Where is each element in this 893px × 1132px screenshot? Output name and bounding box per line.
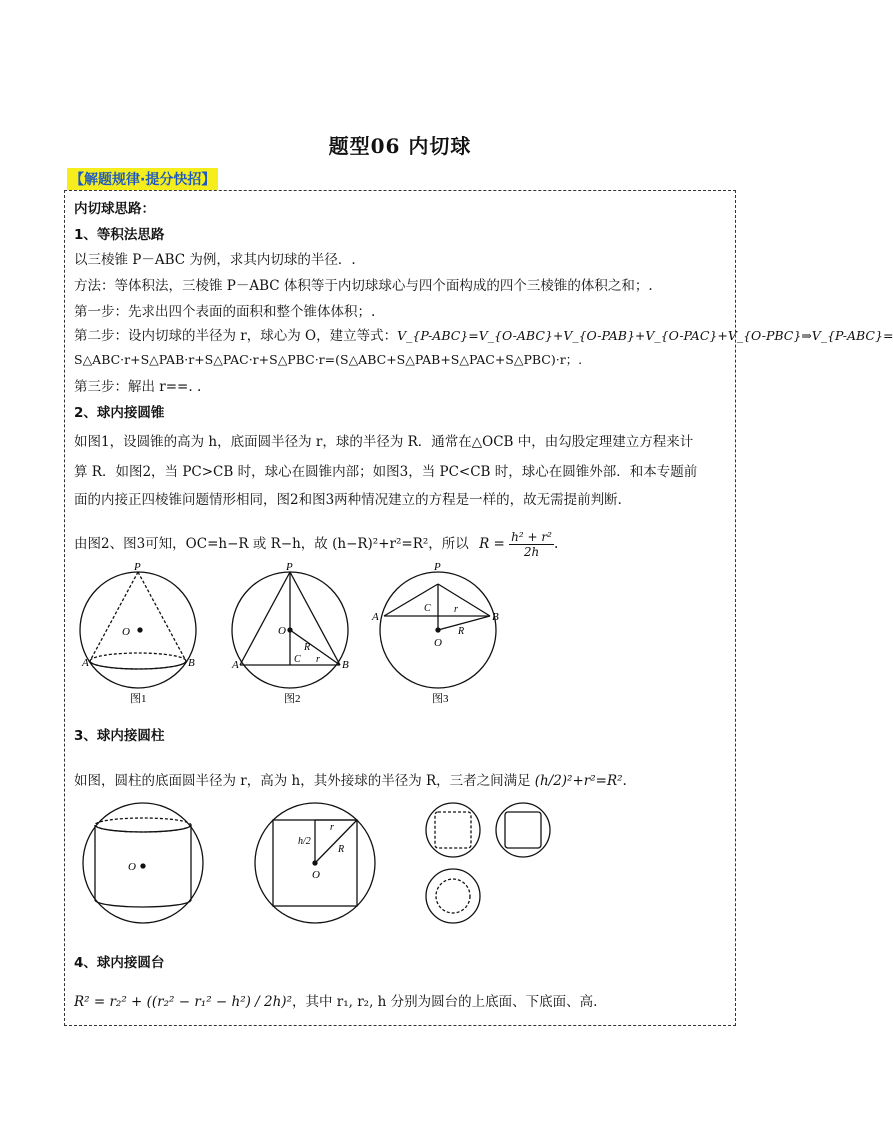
figure-1 [80, 572, 196, 688]
cyl-b-label-h2: h/2 [298, 836, 311, 847]
s2-para4-text: 由图2、图3可知，OC=h−R 或 R−h，故 (h−R)²+r²=R²，所以 [74, 536, 469, 552]
fig2-caption: 图2 [284, 693, 301, 705]
cyl-b-label-R: R [338, 844, 345, 855]
cylinder-fig-b [255, 803, 375, 923]
fig2-label-r: r [316, 654, 320, 665]
cylinder-figures [80, 800, 580, 932]
figure-2 [232, 572, 348, 688]
s1-line2: 方法：等体积法，三棱锥 P－ABC 体积等于内切球球心与四个面构成的四个三棱锥的体积之和；. [74, 278, 653, 294]
s1-line1: 以三棱锥 P－ABC 为例，求其内切球的半径．. [74, 252, 356, 268]
fig3-label-a: A [372, 611, 379, 623]
s2-para1: 如图1，设圆锥的高为 h，底面圆半径为 r，球的半径为 R．通常在△OCB 中，由勾股定理建立方程来计 [74, 434, 694, 450]
s4-para1 [74, 990, 597, 1010]
fig2-label-a: A [232, 659, 239, 671]
s2-para4: 由图2、图3可知，OC=h−R 或 R−h，故 (h−R)²+r²=R²，所以 R = $\frac{\text{h² + r²}}{2h}$ . [74, 530, 559, 559]
fig2-label-o: O [278, 625, 286, 637]
fig3-caption: 图3 [432, 693, 449, 705]
s4-title: 4、球内接圆台 [74, 955, 165, 971]
cyl-b-label-r: r [330, 822, 334, 833]
s2-para2: 算 R．如图2，当 PC>CB 时，球心在圆锥内部；如图3，当 PC<CB 时，球心在圆锥外部．和本专题前 [74, 464, 698, 480]
fig3-label-o: O [434, 637, 442, 649]
fig3-label-b: B [492, 611, 499, 623]
s1-line4-text: 第二步：设内切球的半径为 r，球心为 O，建立等式： [74, 328, 398, 344]
s1-line6: 第三步：解出 r==. . [74, 379, 202, 395]
figure-3 [380, 572, 496, 688]
cyl-a-label-o: O [128, 861, 136, 873]
fig2-label-c: C [294, 654, 301, 665]
fig1-caption: 图1 [130, 693, 147, 705]
cyl-b-label-o: O [312, 869, 320, 881]
s3-para1: 如图，圆柱的底面圆半径为 r，高为 h，其外接球的半径为 R，三者之间满足 (h/2)²+r²=R². [74, 773, 627, 789]
fig1-label-p: P [134, 561, 141, 573]
s2-title: 2、球内接圆锥 [74, 405, 165, 421]
r-formula-den: 2h [523, 545, 540, 559]
fig3-label-r: r [454, 604, 458, 615]
s3-formula: (h/2)²+r²=R² [534, 773, 623, 789]
s4-para1-text: ，其中 r₁, r₂, h 分别为圆台的上底面、下底面、高. [291, 994, 598, 1010]
fig3-label-R: R [458, 626, 465, 637]
fig1-label-b: B [188, 657, 195, 669]
fig1-label-o: O [122, 626, 130, 638]
s3-para1-text: 如图，圆柱的底面圆半径为 r，高为 h，其外接球的半径为 R，三者之间满足 [74, 773, 531, 789]
fig1-label-a: A [82, 657, 89, 669]
fig3-label-p: P [434, 561, 441, 573]
s3-title: 3、球内接圆柱 [74, 728, 165, 744]
s1-line4 [74, 324, 893, 344]
s1-line4-formula: V_{P-ABC}=V_{O-ABC}+V_{O-PAB}+V_{O-PAC}+V_{O-PBC}⇒V_{P-ABC}= [397, 328, 893, 343]
fig2-label-p: P [286, 561, 293, 573]
r-formula-num: h² + r² [511, 530, 552, 544]
cone-figures [80, 562, 510, 707]
fig2-label-b: B [342, 659, 349, 671]
section-tag: 【解题规律·提分快招】 [67, 168, 218, 190]
s1-line3: 第一步：先求出四个表面的面积和整个锥体体积；. [74, 304, 376, 320]
s4-formula: R² = r₂² + ((r₂² − r₁² − h²) / 2h)² [74, 994, 292, 1010]
s1-line5: S△ABC·r+S△PAB·r+S△PAC·r+S△PBC·r=(S△ABC+S△PAB+S△PAC+S△PBC)·r；. [74, 352, 583, 367]
fig2-label-R: R [304, 642, 311, 653]
cylinder-fig-c [426, 803, 550, 923]
page-title: 题型06 内切球 [328, 134, 472, 158]
s1-title: 1、等积法思路 [74, 227, 165, 243]
cylinder-fig-a [83, 803, 203, 923]
fig3-label-c: C [424, 603, 431, 614]
heading: 内切球思路： [74, 201, 155, 217]
r-formula-fraction [509, 530, 554, 559]
s2-para3: 面的内接正四棱锥问题情形相同，图2和图3两种情况建立的方程是一样的，故无需提前判断． [74, 492, 632, 508]
